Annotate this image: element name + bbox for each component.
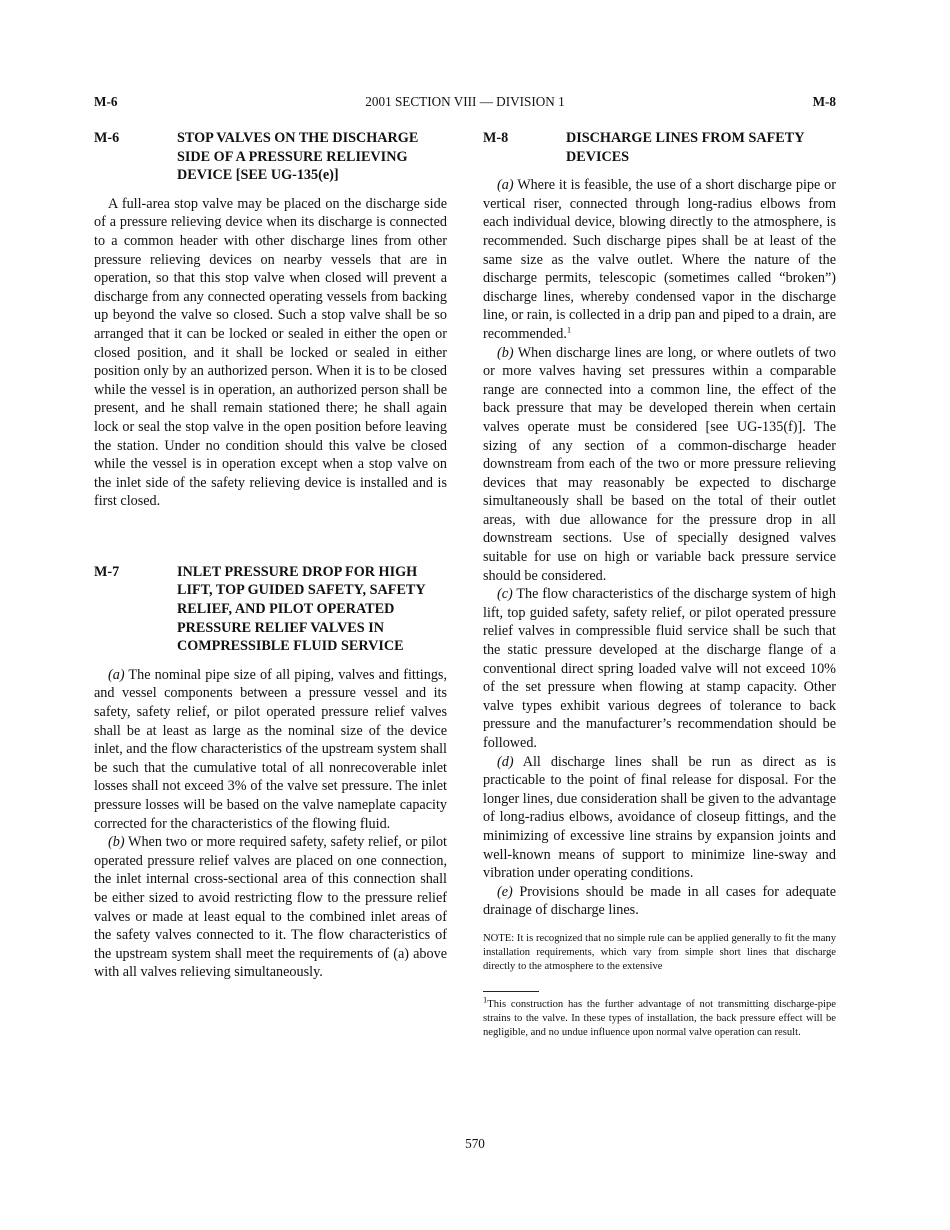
paragraph-text: All discharge lines shall be run as direct as is practicable to the point of final release for disposal. For the longer lines, due consideration shall be given to the advantage of long-radius elbows, avoidance of closeup fittings, and the minimizing of excessive line strains by expansion joints and well-known means of support to minimize line-sway and vibration under operating conditions. xyxy=(483,753,837,882)
paragraph-label: (b) xyxy=(108,834,125,851)
paragraph-m8-c xyxy=(483,585,836,752)
section-title: DISCHARGE LINES FROM SAFETY DEVICES xyxy=(566,130,804,165)
header-left-section-ref: M-6 xyxy=(94,94,118,109)
running-header xyxy=(94,93,836,111)
section-heading-m8 xyxy=(483,129,836,166)
footnote-marker: 1 xyxy=(483,994,488,1005)
right-column xyxy=(483,129,836,1040)
header-document-title: 2001 SECTION VIII — DIVISION 1 xyxy=(365,94,565,109)
paragraph-text: The flow characteristics of the discharge system of high lift, top guided safety, safety relief, or pilot operated pressure relief valves in compressible fluid service shall be such that the static pressure developed at the discharge flange of a conventional direct spring loaded valve will not exceed 10% of the set pressure when flowing at stamp capacity. Other valve types exhibit various degrees of tolerance to back pressure and the manufacturer’s recommendation should be followed. xyxy=(483,586,836,751)
paragraph-label: (a) xyxy=(108,666,125,683)
paragraph-text: When discharge lines are long, or where outlets of two or more valves having set pressures within a comparable range are connected into a common line, the effect of the back pressure that may be developed therein when certain valves operate must be considered [see UG-135(f)]. The sizing of any section of a common-discharge header downstream from each of the two or more pressure relieving devices that may reasonably be expected to discharge simultaneously shall be based on the total of their outlet areas, with due allowance for the pressure drop in all downstream sections. Use of specially designed valves suitable for use on high or variable back pressure service should be considered. xyxy=(483,344,836,584)
paragraph-m8-a xyxy=(483,176,836,343)
paragraph-label: (e) xyxy=(497,883,513,900)
paragraph-m7-a xyxy=(94,666,447,833)
paragraph-m8-d xyxy=(483,753,836,883)
section-number: M-6 xyxy=(94,130,120,146)
paragraph-m8-b xyxy=(483,344,836,586)
paragraph-label: (a) xyxy=(497,177,514,194)
section-number: M-7 xyxy=(94,563,120,580)
section-number: M-8 xyxy=(483,130,509,146)
footnote-reference[interactable]: 1 xyxy=(566,324,572,335)
paragraph-text: Provisions should be made in all cases for adequate drainage of discharge lines. xyxy=(483,883,836,919)
section-title: STOP VALVES ON THE DISCHARGE SIDE OF A PRESSURE RELIEVING DEVICE [SEE UG-135(e)] xyxy=(177,130,419,184)
paragraph-text: When two or more required safety, safety relief, or pilot operated pressure relief valves are placed on one connection, the inlet internal cross-sectional area of this connection shall be either sized to avoid restricting flow to the pressure relief valves or made at least equal to the combined inlet areas of the safety valves connected to it. The flow characteristics of the upstream system shall meet the requirements of (a) above with all valves relieving simultaneously. xyxy=(94,834,447,981)
paragraph-label: (c) xyxy=(497,586,513,603)
note-text: NOTE: It is recognized that no simple rule can be applied generally to fit the many installation requirements, which vary from simple short lines that discharge directly to the atmosphere to the extensive xyxy=(483,932,836,972)
paragraph-m7-b xyxy=(94,833,447,982)
page-number: 570 xyxy=(465,1136,485,1151)
header-right-section-ref: M-8 xyxy=(812,94,836,109)
footnote xyxy=(483,994,836,1039)
paragraph-label: (d) xyxy=(497,753,514,770)
paragraph-text: The nominal pipe size of all piping, valves and fittings, and vessel components between a pressure vessel and its safety, safety relief, or pilot operated pressure relief valves shall be at least as large as the nominal size of the device inlet, and the flow characteristics of the upstream system shall be such that the cumulative total of all nonrecoverable inlet losses shall not exceed 3% of the valve set pressure. The inlet pressure losses will be based on the valve nameplate capacity corrected for the characteristics of the flowing fluid. xyxy=(94,666,448,832)
section-heading-m6 xyxy=(94,129,447,185)
footnote-divider xyxy=(483,991,539,992)
paragraph-m6: A full-area stop valve may be placed on the discharge side of a pressure relieving device when its discharge is connected to a common header with other discharge lines from other pressure relieving devices on nearby vessels that are in operation, so that this stop valve when closed will prevent a discharge from any connected operating vessels from backing up beyond the valve so closed. Such a stop valve shall be so arranged that it can be locked or sealed in either the open or closed position, and it shall be locked or sealed in either position only by an authorized person. When it is to be closed while the vessel is in operation, an authorized person shall be present, and he shall remain stationed there; he shall again lock or seal the stop valve in the open position before leaving the station. Under no condition should this valve be closed while the vessel is in operation except when a stop valve on the inlet side of the safety relieving device is installed and is first closed. xyxy=(94,195,447,510)
left-column xyxy=(94,129,447,982)
paragraph-text: Where it is feasible, the use of a short discharge pipe or vertical riser, connected through long-radius elbows from each individual device, blowing directly to the atmosphere, is recommended. Such discharge pipes shall be at least of the same size as the valve outlet. Where the nature of the discharge permits, telescopic (sometimes called “broken”) discharge lines, whereby condensed vapor in the discharge line, or rain, is collected in a drip pan and piped to a drain, are recommended. xyxy=(483,177,836,342)
paragraph-label: (b) xyxy=(497,344,514,361)
paragraph-m8-e xyxy=(483,883,836,920)
section-heading-m7 xyxy=(94,563,447,656)
footnote-text: This construction has the further advantage of not transmitting discharge-pipe strains to the valve. In these types of installation, the back pressure effect will be negligible, and no undue influence upon normal valve operation can result. xyxy=(483,999,836,1038)
section-title: INLET PRESSURE DROP FOR HIGH LIFT, TOP GUIDED SAFETY, SAFETY RELIEF, AND PILOT OPERATED PRESSURE RELIEF VALVES IN COMPRESSIBLE FLUID SERVICE xyxy=(177,563,426,655)
